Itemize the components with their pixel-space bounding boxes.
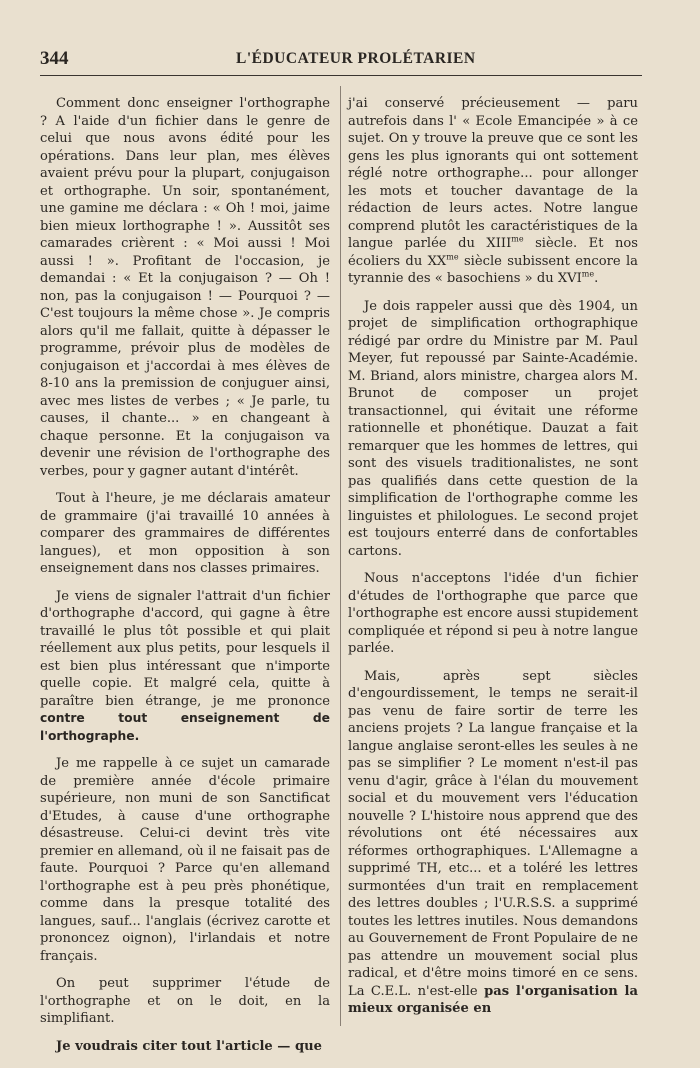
paragraph: Comment donc enseigner l'orthographe ? A l'aide d'un fichier dans le genre de celui que nous avons édité pour les opérations. Dans leur plan, mes élèves avaient prévu pour la plupart, conjugaison et orthographe. Un soir, spontanément, une gamine me déclara : « Oh ! moi, jaime bien mieux lorthographe ! ». Aussitôt ses camarades crièrent : « Moi aussi ! Moi aussi ! ». Profitant de l'occasion, je demandai : « Et la conjugaison ? — Oh ! non, pas la conjugaison ! — Pourquoi ? — C'est toujours la même chose ». Je compris alors qu'il me fallait, quitte à dépasser le programme, prévoir plus de modèles de conjugaison et j'accordai à mes élèves de 8-10 ans la premission de conjuguer ainsi, avec mes listes de verbes ; « Je parle, tu causes, il chante... » en changeant à chaque personne. Et la conjugaison va devenir une révision de l'orthographe des verbes, pour y gagner autant d'intérêt. bbox=[40, 96, 330, 479]
paragraph-text: pas l'organisation la mieux organisée en bbox=[348, 983, 638, 1016]
page-number: 344 bbox=[40, 48, 69, 69]
header-rule bbox=[40, 75, 642, 76]
right-column bbox=[348, 95, 638, 1028]
paragraph-text: siècle subissent encore la tyrannie des « basochiens » du XVI bbox=[348, 253, 638, 286]
paragraph bbox=[348, 668, 638, 1018]
left-column bbox=[40, 95, 330, 1065]
paragraph-text: siècle. Et nos écoliers du XX bbox=[348, 236, 638, 269]
column-divider bbox=[340, 86, 341, 1026]
superscript: me bbox=[446, 252, 459, 262]
paragraph bbox=[40, 588, 330, 746]
paragraph: Je voudrais citer tout l'article — que bbox=[56, 1038, 322, 1054]
paragraph-text: . bbox=[594, 271, 599, 286]
paragraph: Je me rappelle à ce sujet un camarade de première année d'école primaire supérieure, non muni de son Sanctificat d'Etudes, à cause d'une orthographe désastreuse. Celui-ci devint très vite premier en allemand, où il ne faisait pas de faute. Pourquoi ? Parce qu'en allemand l'orthographe est à peu près phonétique, comme dans la presque totalité des langues, sauf... l'anglais (écrivez carotte et prononcez oignon), l'irlandais et notre français. bbox=[40, 756, 330, 964]
paragraph: Je dois rappeler aussi que dès 1904, un projet de simplification orthographique rédigé par ordre du Ministre par M. Paul Meyer, fut repoussé par Sainte-Académie. M. Briand, alors ministre, chargea alors M. Brunot de composer un projet transactionnel, qui évitait une réforme rationnelle et phonétique. Dauzat a fait remarquer que les hommes de lettres, qui sont des visuels traditionalistes, ne sont pas qualifiés dans cette question de la simplification de l'orthographe comme les linguistes et philologues. Le second projet est toujours enterré dans de confortables cartons. bbox=[348, 298, 638, 559]
paragraph-text: j'ai conservé précieusement — paru autrefois dans l' « Ecole Emancipée » à ce sujet. On y trouve la preuve que ce sont les gens les plus ignorants qui ont sottement réglé notre orthographe... pour allonger les mots et toucher davantage de la rédaction de leurs actes. Notre langue comprend plutôt les caractéristiques de la langue parlée du XIII bbox=[348, 96, 638, 251]
paragraph-text: Je viens de signaler l'attrait d'un fichier d'orthographe d'accord, qui gagne à être travaillé le plus tôt possible et qui plait réellement aux plus petits, pour lesquels il est bien plus intéressant que n'importe quelle copie. Et malgré cela, quitte à paraître bien étrange, je me prononce bbox=[40, 588, 330, 709]
paragraph: On peut supprimer l'étude de l'orthographe et on le doit, en la simplifiant. bbox=[40, 976, 330, 1026]
superscript: me bbox=[511, 234, 524, 244]
paragraph bbox=[348, 95, 638, 288]
page-header bbox=[40, 48, 642, 76]
journal-title: L'ÉDUCATEUR PROLÉTARIEN bbox=[236, 50, 476, 67]
paragraph: Tout à l'heure, je me déclarais amateur de grammaire (j'ai travaillé 10 années à comparer des grammaires de différentes langues), et mon opposition à son enseignement dans nos classes primaires. bbox=[40, 491, 330, 576]
emphasized-text: contre tout enseignement de l'orthographe. bbox=[40, 711, 330, 743]
superscript: me bbox=[581, 269, 595, 279]
paragraph-text: Mais, après sept siècles d'engourdissement, le temps ne serait-il pas venu de faire sortir de terre les anciens projets ? La langue française et la langue anglaise seront-elles les seules à ne pas se simplifier ? Le moment n'est-il pas venu d'agir, grâce à l'élan du mouvement social et du mouvement vers l'éducation nouvelle ? L'histoire nous apprend que des révolutions ont été nécessaires aux réformes orthographiques. L'Allemagne a supprimé TH, etc... et a toléré les lettres surmontées d'un trait en remplacement des lettres doubles ; l'U.R.S.S. a supprimé toutes les lettres inutiles. Nous demandons au Gouvernement de Front Populaire de ne pas attendre un mouvement social plus radical, et d'être moins timoré en ce sens. La C.E.L. n'est-elle bbox=[348, 668, 638, 999]
paragraph: Nous n'acceptons l'idée d'un fichier d'études de l'orthographe que parce que l'orthographe est encore aussi stupidement compliquée et répond si peu à notre langue parlée. bbox=[348, 571, 638, 656]
